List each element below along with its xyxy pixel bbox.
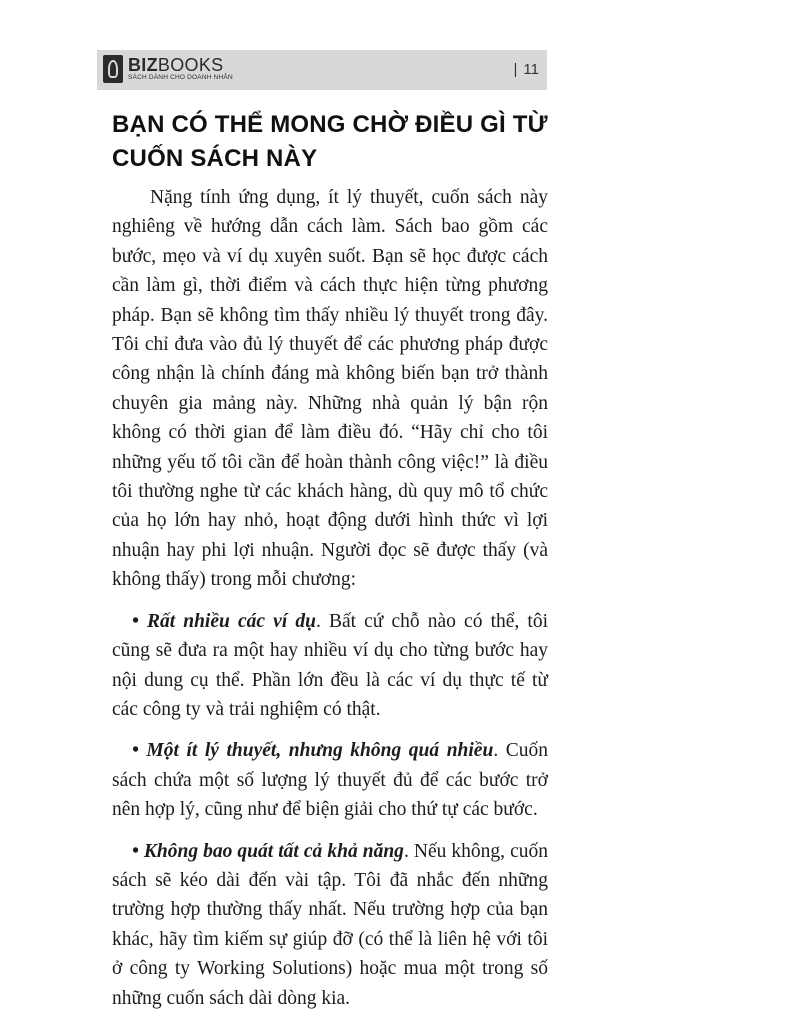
logo-tagline: SÁCH DÀNH CHO DOANH NHÂN [128,74,233,82]
body-text [112,183,548,1025]
bizbooks-logo-icon [103,55,123,83]
page-number: | 11 [513,61,539,78]
bullet-item: • Rất nhiều các ví dụ. Bất cứ chỗ nào có thể, tôi cũng sẽ đưa ra một hay nhiều ví dụ cho từng bước hay nội dung cụ thể. Phần lớn đều là các ví dụ thực tế từ các công ty và trải nghiệm có thật. [112,610,548,720]
logo-name: BIZBOOKS [128,55,224,76]
page-header [97,50,547,90]
section-title: BẠN CÓ THỂ MONG CHỜ ĐIỀU GÌ TỪ CUỐN SÁCH NÀY [112,111,548,172]
intro-paragraph: Nặng tính ứng dụng, ít lý thuyết, cuốn sách này nghiêng về hướng dẫn cách làm. Sách bao gồm các bước, mẹo và ví dụ xuyên suốt. Bạn sẽ học được cách cần làm gì, thời điểm và cách thực hiện từng phương pháp. Bạn sẽ không tìm thấy nhiều lý thuyết trong đây. Tôi chỉ đưa vào đủ lý thuyết để các phương pháp được công nhận là chính đáng mà không biến bạn trở thành chuyên gia mảng này. Những nhà quản lý bận rộn không có thời gian để làm điều đó. “Hãy chỉ cho tôi những yếu tố tôi cần để hoàn thành công việc!” là điều tôi thường nghe từ các khách hàng, dù quy mô tổ chức của họ lớn hay nhỏ, hoạt động dưới hình thức vì lợi nhuận hay phi lợi nhuận. Người đọc sẽ được thấy (và không thấy) trong mỗi chương: [112,187,548,591]
bullet-item: • Không bao quát tất cả khả năng. Nếu không, cuốn sách sẽ kéo dài đến vài tập. Tôi đã nhắc đến những trường hợp thường thấy nhất. Nếu trường hợp của bạn khác, hãy tìm kiếm sự giúp đỡ (có thể là liên hệ với tôi ở công ty Working Solutions) hoặc mua một trong số những cuốn sách dài dòng kia. [112,840,548,1009]
bullet-item: • Một ít lý thuyết, nhưng không quá nhiều. Cuốn sách chứa một số lượng lý thuyết đủ để các bước trở nên hợp lý, cũng như để biện giải cho thứ tự các bước. [112,740,549,821]
bizbooks-logo [103,55,233,83]
